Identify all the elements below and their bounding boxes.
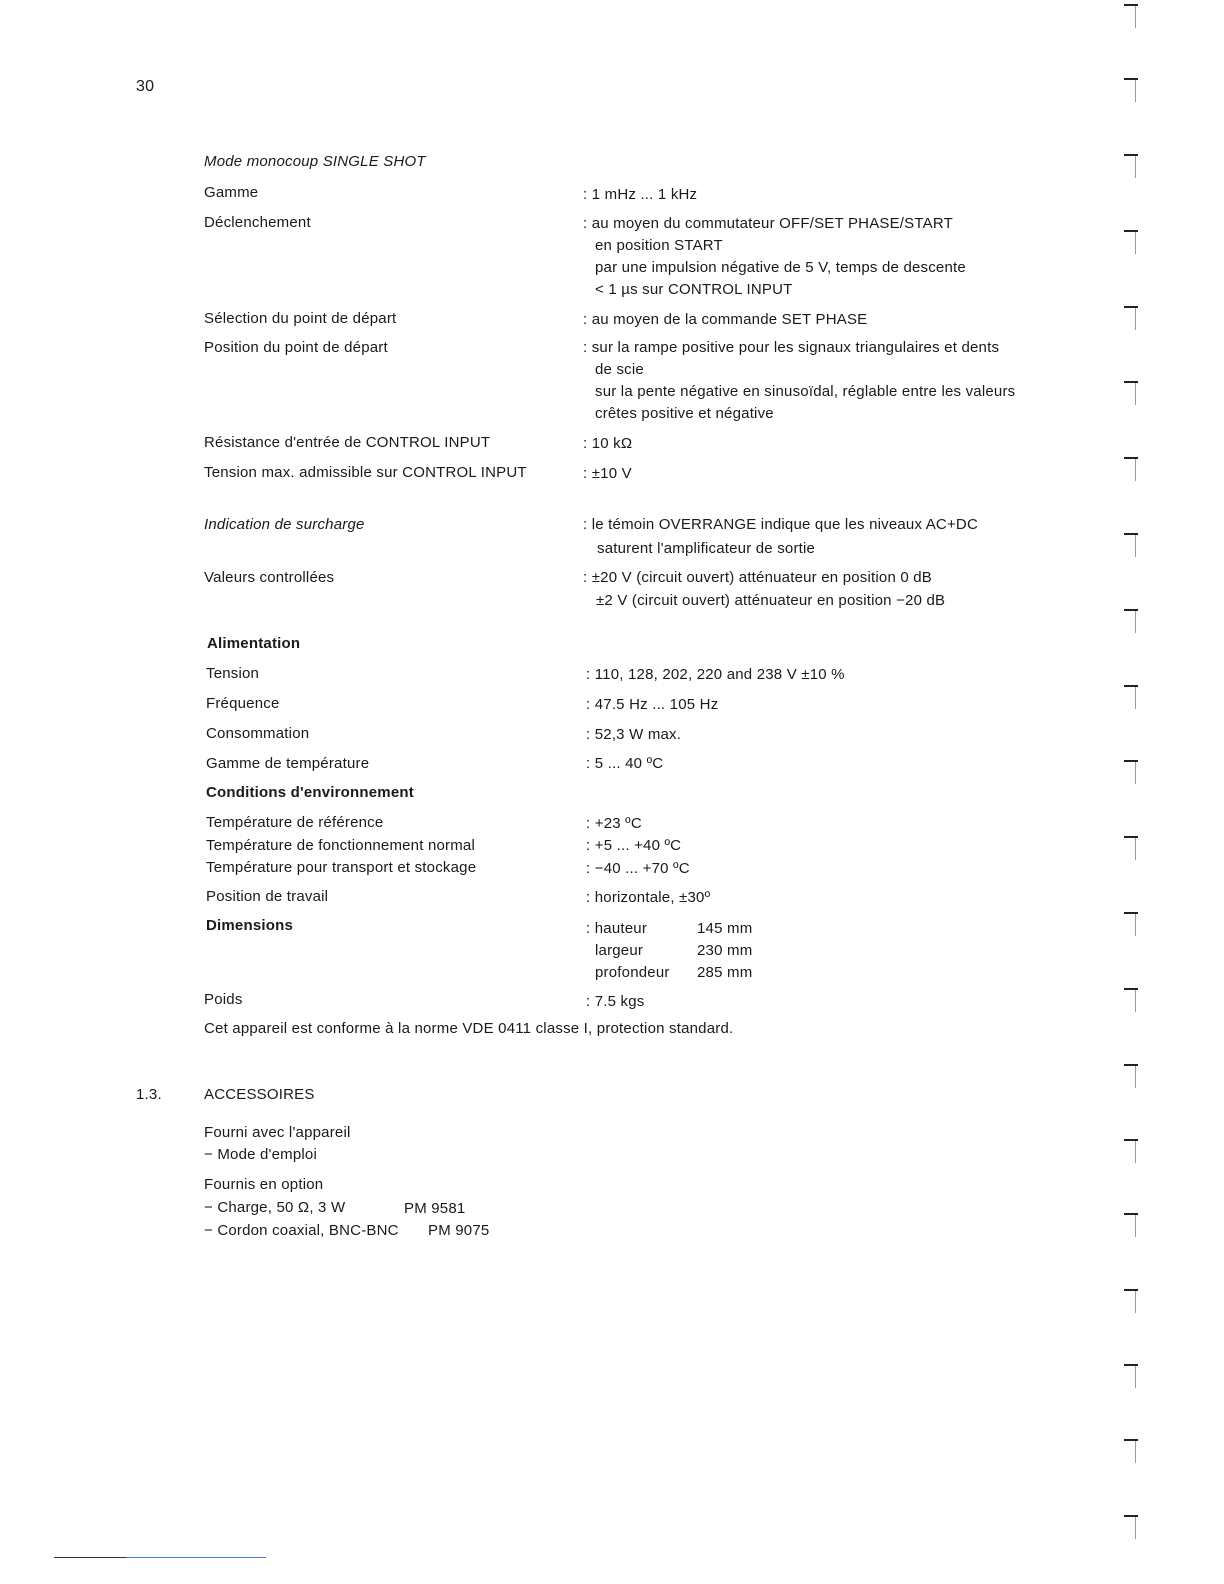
fourni-item: − Mode d'emploi — [204, 1146, 318, 1163]
binding-tab — [1124, 685, 1138, 687]
selection-value: : au moyen de la commande SET PHASE — [583, 311, 868, 328]
gamme-value: : 1 mHz ... 1 kHz — [583, 186, 698, 203]
selection-label: Sélection du point de départ — [204, 310, 397, 327]
binding-tab — [1124, 609, 1138, 611]
position-line: sur la pente négative en sinusoïdal, réglable entre les valeurs — [595, 383, 1016, 400]
binding-tab — [1124, 457, 1138, 459]
gamme-label: Gamme — [204, 184, 259, 201]
dimension-value: 230 mm — [697, 942, 753, 959]
tension-value: : 110, 128, 202, 220 and 238 V ±10 % — [586, 666, 845, 683]
position-travail-value: : horizontale, ±30º — [586, 889, 711, 906]
dimension-name: profondeur — [595, 964, 670, 981]
position-travail-label: Position de travail — [206, 888, 329, 905]
option-item-name: − Cordon coaxial, BNC-BNC — [204, 1222, 399, 1239]
declenchement-label: Déclenchement — [204, 214, 311, 231]
bottom-rule-blue — [126, 1557, 266, 1558]
resistance-value: : 10 kΩ — [583, 435, 633, 452]
temp-fonct-label: Température de fonctionnement normal — [206, 837, 476, 854]
position-line: crêtes positive et négative — [595, 405, 774, 422]
valeurs-line: ±2 V (circuit ouvert) atténuateur en position −20 dB — [596, 592, 946, 609]
poids-label: Poids — [204, 991, 243, 1008]
binding-tab — [1124, 1515, 1138, 1517]
option-item-code: PM 9075 — [428, 1222, 490, 1239]
declenchement-line: par une impulsion négative de 5 V, temps de descente — [595, 259, 966, 276]
tension-max-value: : ±10 V — [583, 465, 632, 482]
binding-tab — [1124, 1439, 1138, 1441]
dimensions-label: Dimensions — [206, 917, 294, 934]
temp-transport-value: : −40 ... +70 ºC — [586, 860, 690, 877]
resistance-label: Résistance d'entrée de CONTROL INPUT — [204, 434, 491, 451]
tension-label: Tension — [206, 665, 260, 682]
temp-transport-label: Température pour transport et stockage — [206, 859, 477, 876]
conformity-statement: Cet appareil est conforme à la norme VDE 0411 classe I, protection standard. — [204, 1020, 734, 1037]
declenchement-line: : au moyen du commutateur OFF/SET PHASE/START — [583, 215, 953, 232]
surcharge-heading: Indication de surcharge — [204, 516, 365, 533]
valeurs-line: : ±20 V (circuit ouvert) atténuateur en position 0 dB — [583, 569, 933, 586]
binding-tab — [1124, 988, 1138, 990]
dimension-value: 285 mm — [697, 964, 753, 981]
single-shot-heading: Mode monocoup SINGLE SHOT — [204, 153, 426, 170]
dimension-name: : hauteur — [586, 920, 648, 937]
declenchement-line: en position START — [595, 237, 723, 254]
temp-ref-value: : +23 ºC — [586, 815, 642, 832]
binding-tab — [1124, 154, 1138, 156]
binding-tab — [1124, 760, 1138, 762]
bottom-rule — [54, 1557, 126, 1558]
section-number: 1.3. — [136, 1086, 162, 1103]
temp-ref-label: Température de référence — [206, 814, 384, 831]
valeurs-label: Valeurs controllées — [204, 569, 335, 586]
surcharge-line: : le témoin OVERRANGE indique que les niveaux AC+DC — [583, 516, 978, 533]
page-number: 30 — [136, 78, 155, 95]
consommation-value: : 52,3 W max. — [586, 726, 682, 743]
binding-tab — [1124, 533, 1138, 535]
binding-tab — [1124, 1364, 1138, 1366]
declenchement-line: < 1 µs sur CONTROL INPUT — [595, 281, 793, 298]
binding-tab — [1124, 230, 1138, 232]
temp-fonct-value: : +5 ... +40 ºC — [586, 837, 682, 854]
binding-tab — [1124, 381, 1138, 383]
binding-tab — [1124, 912, 1138, 914]
alimentation-heading: Alimentation — [207, 635, 301, 652]
gamme-temp-value: : 5 ... 40 ºC — [586, 755, 664, 772]
binding-tab — [1124, 836, 1138, 838]
binding-tab — [1124, 1139, 1138, 1141]
frequence-label: Fréquence — [206, 695, 280, 712]
option-label: Fournis en option — [204, 1176, 324, 1193]
fourni-label: Fourni avec l'appareil — [204, 1124, 351, 1141]
binding-tab — [1124, 1213, 1138, 1215]
dimension-name: largeur — [595, 942, 644, 959]
binding-tab — [1124, 306, 1138, 308]
position-label: Position du point de départ — [204, 339, 388, 356]
tension-max-label: Tension max. admissible sur CONTROL INPUT — [204, 464, 527, 481]
position-line: de scie — [595, 361, 644, 378]
poids-value: : 7.5 kgs — [586, 993, 645, 1010]
option-item-name: − Charge, 50 Ω, 3 W — [204, 1199, 346, 1216]
binding-tab — [1124, 4, 1138, 6]
consommation-label: Consommation — [206, 725, 310, 742]
accessoires-heading: ACCESSOIRES — [204, 1086, 315, 1103]
position-line: : sur la rampe positive pour les signaux triangulaires et dents — [583, 339, 1000, 356]
binding-tab — [1124, 78, 1138, 80]
dimension-value: 145 mm — [697, 920, 753, 937]
surcharge-line: saturent l'amplificateur de sortie — [597, 540, 816, 557]
environnement-heading: Conditions d'environnement — [206, 784, 414, 801]
option-item-code: PM 9581 — [404, 1200, 466, 1217]
frequence-value: : 47.5 Hz ... 105 Hz — [586, 696, 719, 713]
binding-tab — [1124, 1064, 1138, 1066]
binding-tab — [1124, 1289, 1138, 1291]
gamme-temp-label: Gamme de température — [206, 755, 370, 772]
